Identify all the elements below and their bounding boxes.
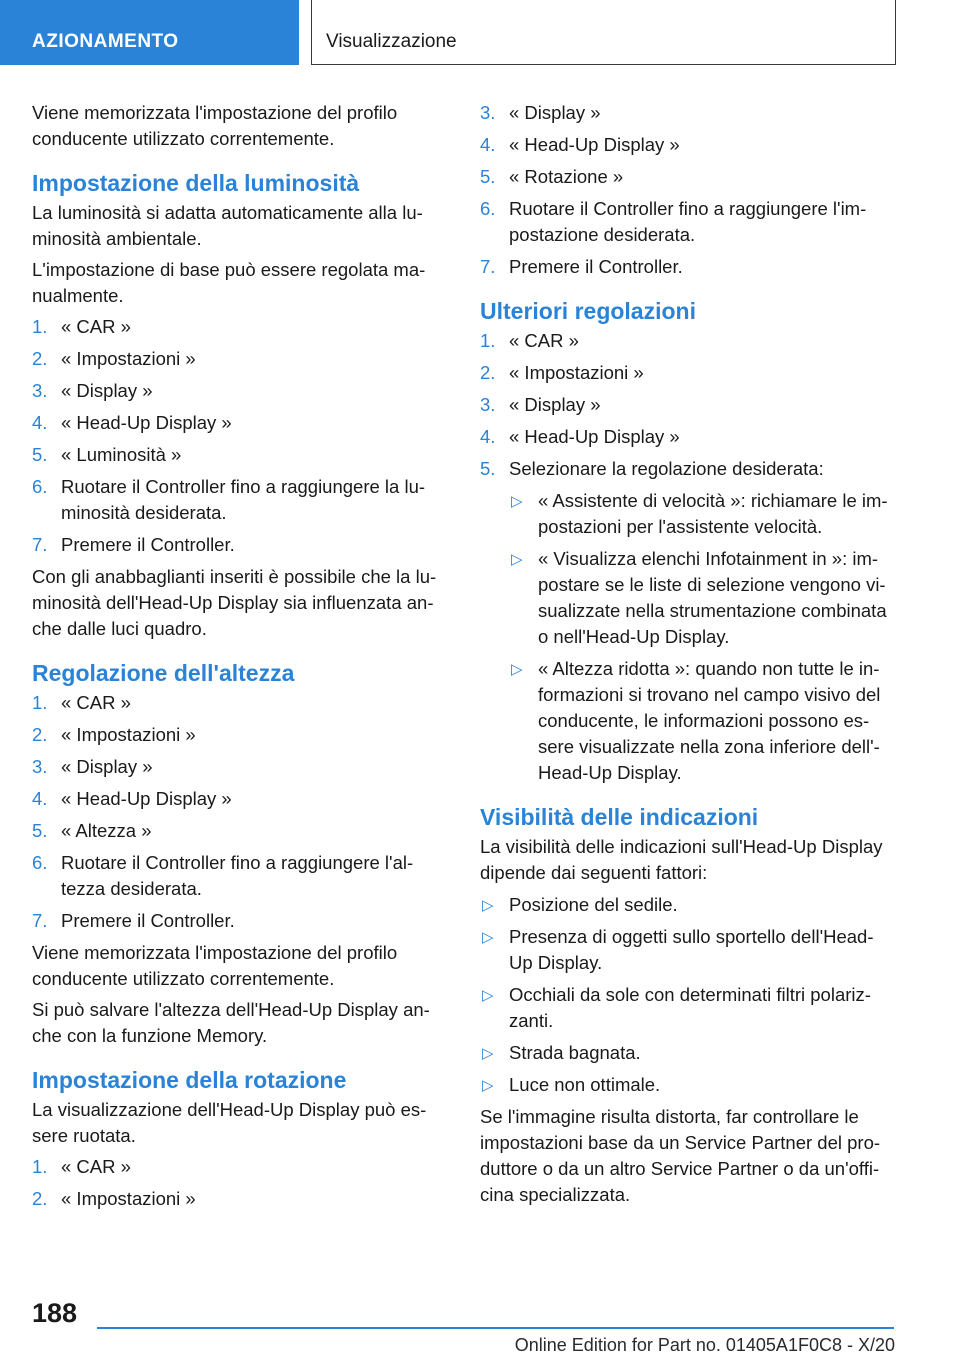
list-item xyxy=(32,722,442,748)
brightness-paragraph-2: L'impostazione di base può essere regolata ma-nualmente. xyxy=(32,259,426,306)
step-text: « Luminosità » xyxy=(61,444,182,465)
step-text: « Head-Up Display » xyxy=(509,426,680,447)
left-column xyxy=(32,100,442,1218)
step-number: 5. xyxy=(480,166,496,187)
step-text: Premere il Controller. xyxy=(509,256,683,277)
triangle-bullet-icon: ▷ xyxy=(482,1077,494,1094)
list-item xyxy=(480,892,890,918)
rotation-paragraph: La visualizzazione dell'Head-Up Display può es-sere ruotata. xyxy=(32,1099,427,1146)
list-item xyxy=(509,546,890,650)
step-number: 7. xyxy=(32,534,48,555)
list-item xyxy=(480,164,890,190)
visibility-paragraph: La visibilità delle indicazioni sull'Head-Up Display dipende dai seguenti fattori: xyxy=(480,836,883,883)
list-item xyxy=(480,132,890,158)
step-number: 2. xyxy=(32,348,48,369)
triangle-bullet-icon: ▷ xyxy=(482,929,494,946)
step-text: « Head-Up Display » xyxy=(61,412,232,433)
triangle-bullet-icon: ▷ xyxy=(482,987,494,1004)
step-number: 1. xyxy=(480,330,496,351)
step-number: 3. xyxy=(480,394,496,415)
list-item xyxy=(32,1186,442,1212)
step-number: 1. xyxy=(32,692,48,713)
factor-text: Posizione del sedile. xyxy=(509,894,678,915)
list-item xyxy=(509,656,890,786)
brightness-paragraph-1: La luminosità si adatta automaticamente alla lu-minosità ambientale. xyxy=(32,202,423,249)
list-item xyxy=(32,314,442,340)
list-item xyxy=(32,378,442,404)
heading-further-settings: Ulteriori regolazioni xyxy=(480,298,696,324)
triangle-bullet-icon: ▷ xyxy=(511,551,523,568)
list-item xyxy=(32,786,442,812)
step-number: 4. xyxy=(480,134,496,155)
list-item xyxy=(480,424,890,450)
step-text: Ruotare il Controller fino a raggiungere la lu-minosità desiderata. xyxy=(61,476,426,523)
step-number: 4. xyxy=(32,412,48,433)
step-text: « Impostazioni » xyxy=(509,362,644,383)
step-text: « Impostazioni » xyxy=(61,1188,196,1209)
step-text: « CAR » xyxy=(61,316,131,337)
section-tab xyxy=(0,0,299,65)
factor-text: Strada bagnata. xyxy=(509,1042,641,1063)
step-text: « Display » xyxy=(509,102,601,123)
visibility-factors xyxy=(480,892,890,1098)
brightness-steps xyxy=(32,314,442,558)
list-item xyxy=(32,1154,442,1180)
list-item xyxy=(480,982,890,1034)
brightness-paragraph-3: Con gli anabbaglianti inseriti è possibile che la lu-minosità dell'Head-Up Display sia influenzata an-che dalle luci quadro. xyxy=(32,566,437,639)
triangle-bullet-icon: ▷ xyxy=(511,493,523,510)
option-text: « Altezza ridotta »: quando non tutte le in-formazioni si trovano nel campo visivo del conducente, le informazioni possono es-sere visualizzate nella zona inferiore dell'-Head-Up Display. xyxy=(538,658,881,783)
list-item xyxy=(32,754,442,780)
height-paragraph-2: Si può salvare l'altezza dell'Head-Up Display an-che con la funzione Memory. xyxy=(32,999,430,1046)
list-item xyxy=(32,818,442,844)
step-number: 5. xyxy=(480,458,496,479)
right-column xyxy=(480,100,890,1213)
list-item xyxy=(480,924,890,976)
list-item xyxy=(480,1072,890,1098)
step-number: 6. xyxy=(480,198,496,219)
list-item xyxy=(480,1040,890,1066)
step-number: 5. xyxy=(32,820,48,841)
step-text: Ruotare il Controller fino a raggiungere l'im-postazione desiderata. xyxy=(509,198,867,245)
step-text: « Display » xyxy=(509,394,601,415)
visibility-paragraph-2: Se l'immagine risulta distorta, far controllare le impostazioni base da un Service Partner del pro-duttore o da un altro Service Partner o da un'offi-cina specializzata. xyxy=(480,1106,881,1205)
section-title: AZIONAMENTO xyxy=(32,31,179,52)
list-item xyxy=(480,254,890,280)
rotation-steps xyxy=(32,1154,442,1212)
step-text: « Impostazioni » xyxy=(61,348,196,369)
step-number: 2. xyxy=(32,724,48,745)
factor-text: Occhiali da sole con determinati filtri polariz-zanti. xyxy=(509,984,871,1031)
step-number: 3. xyxy=(32,380,48,401)
triangle-bullet-icon: ▷ xyxy=(482,1045,494,1062)
rotation-steps-continued xyxy=(480,100,890,280)
step-number: 6. xyxy=(32,852,48,873)
step-text: Ruotare il Controller fino a raggiungere l'al-tezza desiderata. xyxy=(61,852,414,899)
height-steps xyxy=(32,690,442,934)
list-item xyxy=(480,100,890,126)
step-text: « Head-Up Display » xyxy=(509,134,680,155)
footer-divider xyxy=(97,1327,894,1329)
factor-text: Luce non ottimale. xyxy=(509,1074,661,1095)
step-text: « CAR » xyxy=(509,330,579,351)
list-item xyxy=(32,410,442,436)
step-number: 5. xyxy=(32,444,48,465)
step-text: Premere il Controller. xyxy=(61,534,235,555)
topic-tab xyxy=(311,0,896,65)
step-text: « Impostazioni » xyxy=(61,724,196,745)
list-item xyxy=(480,360,890,386)
step-number: 1. xyxy=(32,1156,48,1177)
step-number: 1. xyxy=(32,316,48,337)
footer-edition: Online Edition for Part no. 01405A1F0C8 - X/20 xyxy=(514,1335,895,1355)
step-text: Selezionare la regolazione desiderata: xyxy=(509,458,824,479)
step-number: 2. xyxy=(480,362,496,383)
list-item xyxy=(32,346,442,372)
heading-visibility: Visibilità delle indicazioni xyxy=(480,804,759,830)
step-number: 7. xyxy=(480,256,496,277)
step-number: 3. xyxy=(32,756,48,777)
list-item xyxy=(480,456,890,786)
step-number: 3. xyxy=(480,102,496,123)
option-text: « Visualizza elenchi Infotainment in »: im-postare se le liste di selezione vengono vi-sualizzate nella strumentazione combinata o nell'Head-Up Display. xyxy=(538,548,887,647)
heading-height: Regolazione dell'altezza xyxy=(32,660,295,686)
list-item xyxy=(480,196,890,248)
intro-paragraph: Viene memorizzata l'impostazione del profilo conducente utilizzato correntemente. xyxy=(32,102,398,149)
step-number: 4. xyxy=(480,426,496,447)
step-text: « Display » xyxy=(61,380,153,401)
triangle-bullet-icon: ▷ xyxy=(511,661,523,678)
step-number: 4. xyxy=(32,788,48,809)
factor-text: Presenza di oggetti sullo sportello dell'Head-Up Display. xyxy=(509,926,874,973)
step-text: « Display » xyxy=(61,756,153,777)
step-number: 6. xyxy=(32,476,48,497)
list-item xyxy=(480,328,890,354)
step-text: « Altezza » xyxy=(61,820,152,841)
triangle-bullet-icon: ▷ xyxy=(482,897,494,914)
page-number: 188 xyxy=(32,1298,78,1328)
list-item xyxy=(32,850,442,902)
list-item xyxy=(32,442,442,468)
list-item xyxy=(32,690,442,716)
step-number: 2. xyxy=(32,1188,48,1209)
step-text: « Head-Up Display » xyxy=(61,788,232,809)
height-paragraph-1: Viene memorizzata l'impostazione del profilo conducente utilizzato correntemente. xyxy=(32,942,398,989)
step-number: 7. xyxy=(32,910,48,931)
list-item xyxy=(32,474,442,526)
step-text: « CAR » xyxy=(61,1156,131,1177)
list-item xyxy=(480,392,890,418)
step-text: « CAR » xyxy=(61,692,131,713)
list-item xyxy=(32,532,442,558)
topic-title: Visualizzazione xyxy=(326,31,457,52)
settings-options xyxy=(509,488,890,786)
list-item xyxy=(32,908,442,934)
heading-rotation: Impostazione della rotazione xyxy=(32,1067,347,1093)
step-text: Premere il Controller. xyxy=(61,910,235,931)
list-item xyxy=(509,488,890,540)
further-settings-steps xyxy=(480,328,890,786)
option-text: « Assistente di velocità »: richiamare le im-postazioni per l'assistente velocità. xyxy=(538,490,888,537)
step-text: « Rotazione » xyxy=(509,166,624,187)
heading-brightness: Impostazione della luminosità xyxy=(32,170,360,196)
